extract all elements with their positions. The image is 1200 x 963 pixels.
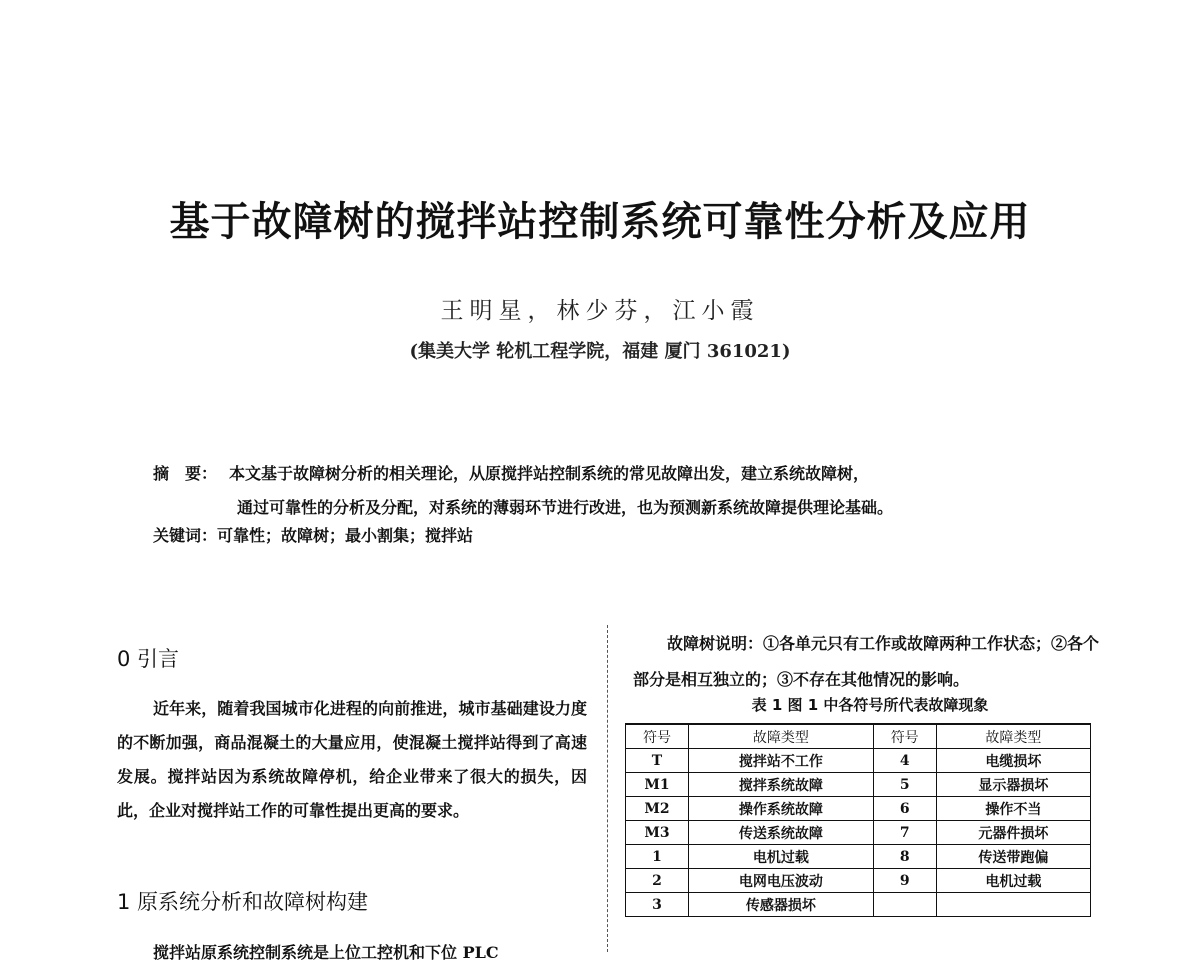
abstract-label: 摘 要： <box>153 464 218 483</box>
table-cell: 元器件损坏 <box>936 821 1090 845</box>
table-cell: 电机过载 <box>936 869 1090 893</box>
table-cell: 4 <box>873 749 936 773</box>
abstract <box>153 457 1083 525</box>
section-0-heading: 0 引言 <box>117 647 180 671</box>
keywords-label: 关键词： <box>153 526 218 545</box>
table-cell <box>873 893 936 917</box>
section-1-paragraph: 搅拌站原系统控制系统是上位工控机和下位 PLC <box>153 943 499 962</box>
table-cell: 6 <box>873 797 936 821</box>
table-cell: 3 <box>626 893 689 917</box>
author-list: 王明星，林少芬，江小霞 <box>440 298 760 324</box>
section-1-heading: 1 原系统分析和故障树构建 <box>117 890 369 914</box>
section-0-paragraph: 近年来，随着我国城市化进程的向前推进，城市基础建设力度的不断加强，商品混凝土的大量应用，使混凝土搅拌站得到了高速发展。搅拌站因为系统故障停机，给企业带来了很大的损失，因此，企业对搅拌站工作的可靠性提出更高的要求。 <box>117 699 587 820</box>
table-header-cell: 故障类型 <box>689 724 874 749</box>
fault-table <box>625 723 1091 917</box>
fault-tree-note: 故障树说明：①各单元只有工作或故障两种工作状态；②各个部分是相互独立的；③不存在其他情况的影响。 <box>633 634 1100 689</box>
abstract-text-2: 通过可靠性的分析及分配，对系统的薄弱环节进行改进，也为预测新系统故障提供理论基础。 <box>237 498 894 517</box>
table-cell: 传送系统故障 <box>689 821 874 845</box>
table-cell: 电缆损坏 <box>936 749 1090 773</box>
table-row <box>626 773 1091 797</box>
keywords <box>153 523 473 546</box>
table-cell: 显示器损坏 <box>936 773 1090 797</box>
table-row <box>626 797 1091 821</box>
paper-title: 基于故障树的搅拌站控制系统可靠性分析及应用 <box>169 199 1031 245</box>
table-cell: 搅拌站不工作 <box>689 749 874 773</box>
table-caption: 表 1 图 1 中各符号所代表故障现象 <box>751 696 989 714</box>
table-cell: M2 <box>626 797 689 821</box>
column-divider <box>607 625 608 952</box>
table-row <box>626 749 1091 773</box>
table-row <box>626 869 1091 893</box>
table-cell: 9 <box>873 869 936 893</box>
table-cell: 操作系统故障 <box>689 797 874 821</box>
table-cell: 电网电压波动 <box>689 869 874 893</box>
table-cell: 搅拌系统故障 <box>689 773 874 797</box>
table-cell: 操作不当 <box>936 797 1090 821</box>
table-cell: M3 <box>626 821 689 845</box>
table-cell: 5 <box>873 773 936 797</box>
abstract-text-1: 本文基于故障树分析的相关理论，从原搅拌站控制系统的常见故障出发，建立系统故障树， <box>229 464 870 483</box>
table-cell: 8 <box>873 845 936 869</box>
table-cell: 传送带跑偏 <box>936 845 1090 869</box>
table-header-row <box>626 724 1091 749</box>
table-cell: 电机过载 <box>689 845 874 869</box>
table-cell: 传感器损坏 <box>689 893 874 917</box>
table-cell: 1 <box>626 845 689 869</box>
table-header-cell: 符号 <box>626 724 689 749</box>
table-header-cell: 故障类型 <box>936 724 1090 749</box>
table-cell: T <box>626 749 689 773</box>
table-row <box>626 821 1091 845</box>
table-row <box>626 845 1091 869</box>
table-header-cell: 符号 <box>873 724 936 749</box>
keywords-text: 可靠性；故障树；最小割集；搅拌站 <box>217 526 474 545</box>
table-row <box>626 893 1091 917</box>
table-cell: 2 <box>626 869 689 893</box>
affiliation: (集美大学 轮机工程学院，福建 厦门 361021) <box>409 341 791 362</box>
table-cell <box>936 893 1090 917</box>
table-cell: M1 <box>626 773 689 797</box>
abstract-line-1 <box>153 457 1083 491</box>
table-cell: 7 <box>873 821 936 845</box>
